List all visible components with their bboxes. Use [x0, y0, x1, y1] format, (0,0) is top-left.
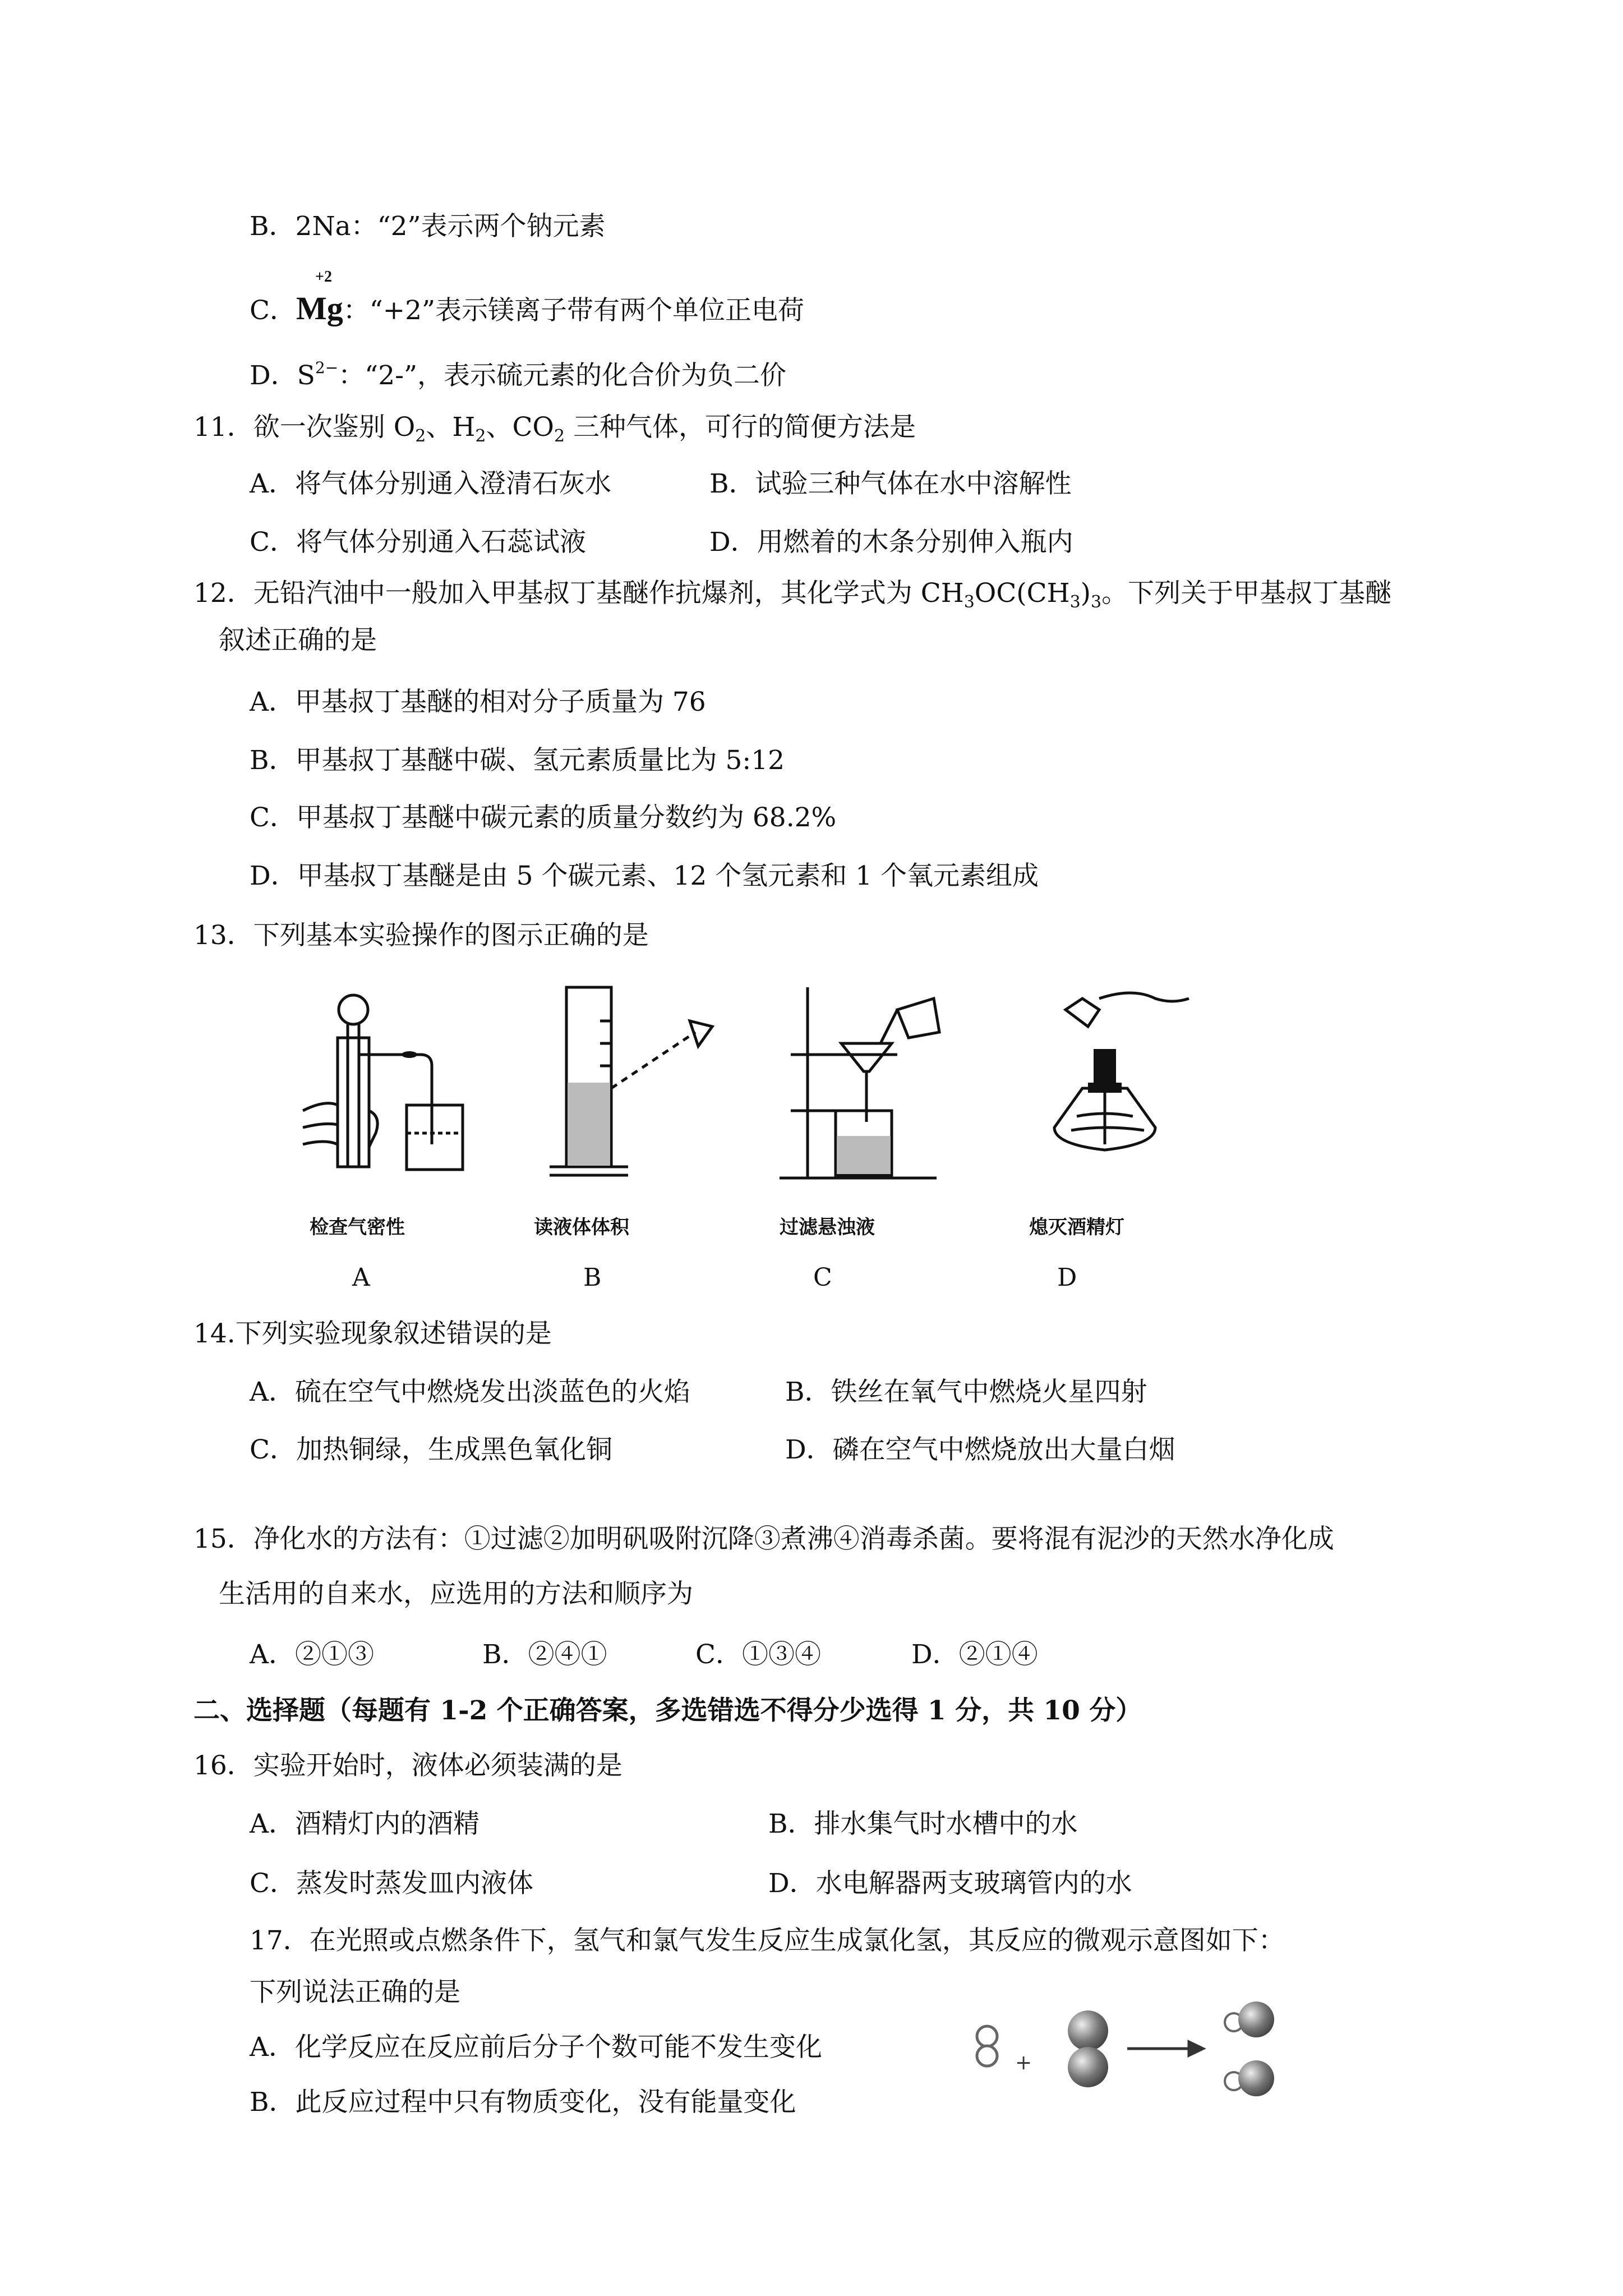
q14-option-c: C．加热铜绿，生成黑色氧化铜 [250, 1434, 612, 1465]
q11-stem [193, 411, 916, 453]
figure-b-read-volume [522, 976, 735, 1200]
figure-c-caption: 过滤悬浊液 [780, 1216, 875, 1239]
q16-stem: 16．实验开始时，液体必须装满的是 [193, 1750, 623, 1781]
figure-b-label: B [583, 1263, 602, 1292]
q12-stem-part: ) [1080, 578, 1091, 609]
q12-option-a: A．甲基叔丁基醚的相对分子质量为 76 [250, 687, 706, 717]
q12-stem-part: OC(CH [974, 578, 1070, 609]
q10-option-c-text: ：“+2”表示镁离子带有两个单位正电荷 [343, 295, 805, 326]
subscript: 2 [415, 426, 426, 446]
figure-d-label: D [1057, 1263, 1077, 1292]
q11-option-b: B．试验三种气体在水中溶解性 [709, 468, 1072, 499]
q17-option-b: B．此反应过程中只有物质变化，没有能量变化 [250, 2087, 796, 2118]
q14-option-a: A．硫在空气中燃烧发出淡蓝色的火焰 [250, 1377, 690, 1407]
figure-d-caption: 熄灭酒精灯 [1029, 1216, 1124, 1239]
q10-option-c [250, 292, 804, 328]
figure-a-caption: 检查气密性 [310, 1216, 405, 1239]
q16-option-c: C．蒸发时蒸发皿内液体 [250, 1868, 533, 1899]
q15-option-b: B．②④① [482, 1639, 607, 1670]
hcl-molecule-icon [1225, 2060, 1274, 2096]
q14-option-d: D．磷在空气中燃烧放出大量白烟 [785, 1434, 1175, 1465]
q10-option-b: B．2Na：“2”表示两个钠元素 [250, 211, 606, 242]
q12-stem-part: 。下列关于甲基叔丁基醚 [1101, 578, 1392, 609]
q11-stem-part: 三种气体，可行的简便方法是 [565, 412, 916, 443]
q12-stem-line2: 叙述正确的是 [219, 625, 377, 656]
q11-stem-part: 、H [426, 412, 476, 443]
subscript: 3 [1069, 592, 1081, 612]
subscript: 3 [963, 592, 975, 612]
q13-stem: 13．下列基本实验操作的图示正确的是 [193, 920, 649, 951]
q11-stem-part: 、CO [486, 412, 554, 443]
figure-d-alcohol-lamp [1021, 976, 1234, 1200]
q17-prompt: 下列说法正确的是 [250, 1977, 460, 2008]
q11-option-a: A．将气体分别通入澄清石灰水 [250, 468, 611, 499]
q12-stem-part: 12．无铅汽油中一般加入甲基叔丁基醚作抗爆剂，其化学式为 CH [193, 578, 964, 609]
figure-c-filtration [768, 976, 981, 1200]
q11-option-d: D．用燃着的木条分别伸入瓶内 [709, 527, 1073, 558]
chlorine-molecule-icon [1068, 2010, 1108, 2087]
figure-a-airtightness-check [292, 976, 471, 1200]
q15-option-c: C．①③④ [695, 1639, 821, 1670]
reaction-arrow-icon [1127, 2042, 1203, 2055]
q11-stem-part: 11．欲一次鉴别 O [193, 412, 416, 443]
q15-stem-line1: 15．净化水的方法有：①过滤②加明矾吸附沉降③煮沸④消毒杀菌。要将混有泥沙的天然水净化成 [193, 1524, 1334, 1554]
q12-stem-line1 [193, 577, 1391, 619]
q12-option-b: B．甲基叔丁基醚中碳、氢元素质量比为 5:12 [250, 745, 785, 776]
q16-option-a: A．酒精灯内的酒精 [250, 1809, 479, 1839]
q12-option-d: D．甲基叔丁基醚是由 5 个碳元素、12 个氢元素和 1 个氧元素组成 [250, 861, 1039, 891]
mg-valence-mark: +2 [315, 268, 332, 286]
q15-stem-line2: 生活用的自来水，应选用的方法和顺序为 [219, 1579, 693, 1609]
q17-option-a: A．化学反应在反应前后分子个数可能不发生变化 [250, 2032, 822, 2063]
subscript: 2 [554, 426, 565, 446]
reaction-plus-sign: + [1015, 2051, 1032, 2074]
q10-option-d-prefix: D．S [250, 360, 315, 391]
q17-stem: 17．在光照或点燃条件下，氢气和氯气发生反应生成氯化氢，其反应的微观示意图如下： [250, 1925, 1285, 1956]
q10-option-c-prefix: C． [250, 295, 296, 326]
mg-symbol: Mg [296, 290, 343, 326]
q10-option-d-text: ：“2-”，表示硫元素的化合价为负二价 [338, 360, 787, 391]
hydrogen-molecule-icon [977, 2026, 997, 2066]
figure-b-caption: 读液体体积 [534, 1216, 629, 1239]
q11-option-c: C．将气体分别通入石蕊试液 [250, 527, 586, 558]
q10-option-d [250, 351, 786, 393]
q16-option-d: D．水电解器两支玻璃管内的水 [768, 1868, 1132, 1899]
subscript: 2 [475, 426, 486, 446]
q12-option-c: C．甲基叔丁基醚中碳元素的质量分数约为 68.2% [250, 802, 837, 833]
q15-option-a: A．②①③ [250, 1639, 374, 1670]
figure-c-label: C [813, 1263, 832, 1292]
q14-stem: 14.下列实验现象叙述错误的是 [193, 1318, 552, 1349]
sulfide-charge: 2− [315, 358, 339, 377]
q14-option-b: B．铁丝在氧气中燃烧火星四射 [785, 1377, 1147, 1407]
section-2-heading: 二、选择题（每题有 1-2 个正确答案，多选错选不得分少选得 1 分，共 10 分） [193, 1695, 1142, 1726]
q16-option-b: B．排水集气时水槽中的水 [768, 1809, 1078, 1839]
figure-a-label: A [352, 1263, 370, 1292]
hcl-molecule-icon [1225, 2001, 1274, 2037]
subscript: 3 [1091, 592, 1102, 612]
q15-option-d: D．②①④ [911, 1639, 1038, 1670]
